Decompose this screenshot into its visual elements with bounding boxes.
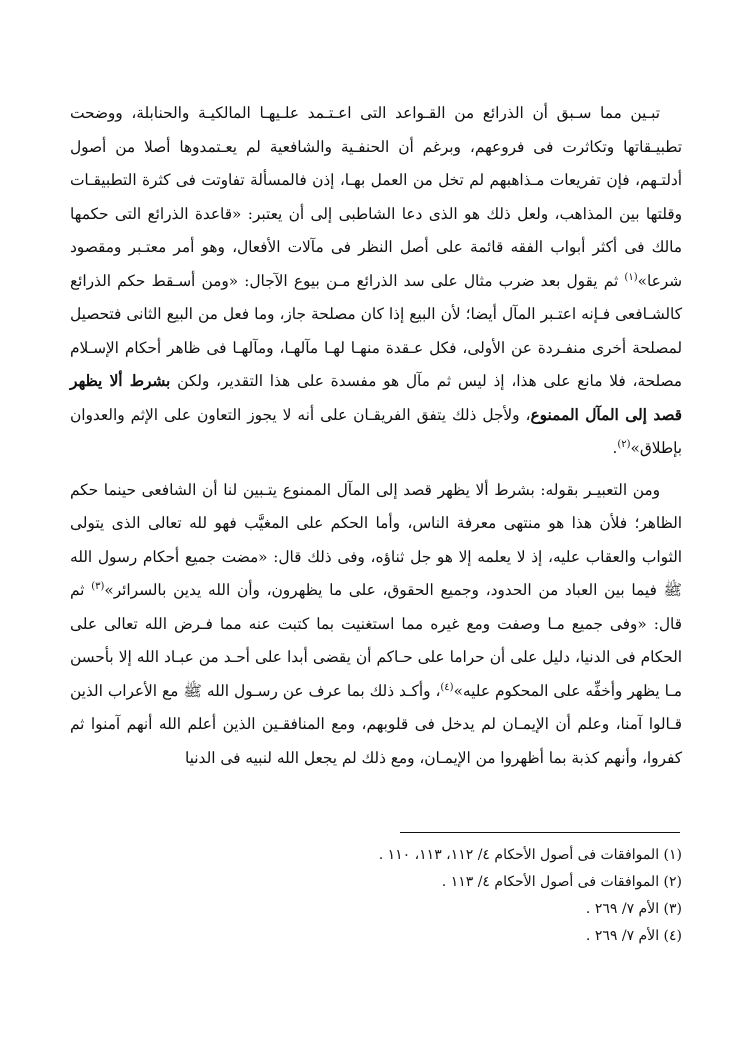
footnote-ref-3: (٣) bbox=[91, 580, 105, 592]
footnote-separator bbox=[400, 832, 680, 833]
paragraph-2-text-c: ، وأكـد ذلك بما عرف عن رسـول الله ﷺ مع الأعراب الذين قـالوا آمنا، وعلم أن الإيمـان لم يدخل فى قلوبهم، ومع المنافقـين الذين أعلم الله أنهم آمنوا ثم كفروا، وأنهم كذبة بما أظهروا من الإيمـان، ومع ذلك لم يجعل الله لنبيه فى الدنيا bbox=[70, 681, 682, 767]
footnote-1: (١) الموافقات فى أصول الأحكام ٤/ ١١٢، ١١٣، ١١٠ . bbox=[378, 847, 682, 863]
footnote-3: (٣) الأم ٧/ ٢٦٩ . bbox=[585, 901, 682, 917]
footnote-ref-2: (٢) bbox=[617, 438, 631, 450]
paragraph-1-text-b: ثم يقول بعد ضرب مثال على سد الذرائع مـن بيوع الآجال: «ومن أسـقط حكم الذرائع كالشـافعى فـإنه اعتـبر المآل أيضا؛ لأن البيع إذا كان مصلحة جاز، وما فعل من البيع الثانى فتحصيل لمصلحة أخرى منفـردة عن الأولى، فكل عـقدة منهـا لهـا مآلهـا، ومآلهـا فى ظاهر أحكام الإسـلام مصلحة، فلا مانع على هذا، إذ ليس ثم مآل هو مفسدة على هذا التقدير، ولكن bbox=[70, 271, 682, 390]
main-text bbox=[70, 97, 682, 775]
footnote-ref-1: (١) bbox=[624, 271, 638, 283]
paragraph-2 bbox=[70, 474, 682, 776]
paragraph-1-text-a: تبـين مما سـبق أن الذرائع من القـواعد التى اعـتـمد علـيهـا المالكيـة والحنابلة، ووضحت تطبيـقاتها وتكاثرت فى فروعهم، وبرغم أن الحنفـية والشافعية لم يعـتمدوها أصلا من أصول أدلتـهم، فإن تفريعات مـذاهبهم لم تخل من العمل بهـا، إذن فالمسألة تفاوتت فى كثرة التطبيقـات وقلتها بين المذاهب، ولعل ذلك هو الذى دعا الشاطبى إلى أن يعتبر: «قاعدة الذرائع التى حكمها مالك فى أكثر أبواب الفقه قائمة على أصل النظر فى مآلات الأفعال، وهو أمر معتـبر ومقصود شرعا» bbox=[70, 104, 682, 290]
footnote-ref-4: (٤) bbox=[440, 681, 454, 693]
footnotes bbox=[70, 842, 682, 950]
paragraph-1 bbox=[70, 97, 682, 466]
paragraph-1-text-c: ، ولأجل ذلك يتفق الفريقـان على أنه لا يجوز التعاون على الإثم والعدوان بإطلاق» bbox=[70, 405, 682, 457]
paragraph-2-text-a: ومن التعبيـر بقوله: بشرط ألا يظهر قصد إلى المآل الممنوع يتـبين لنا أن الشافعى حينما حكم الظاهر؛ فلأن هذا هو منتهى معرفة الناس، وأما الحكم على المغيَّب فهو لله تعالى الذى يتولى الثواب والعقاب عليه، إذ لا يعلمه إلا هو جل ثناؤه، وفى ذلك قال: «مضت جميع أحكام رسول الله ﷺ فيما بين العباد من الحدود، وجميع الحقوق، على ما يظهرون، وأن الله يدين بالسرائر» bbox=[70, 480, 682, 599]
footnote-2: (٢) الموافقات فى أصول الأحكام ٤/ ١١٣ . bbox=[441, 874, 682, 890]
paragraph-1-bold-phrase: بشرط ألا يظهر قصد إلى المآل الممنوع bbox=[70, 372, 682, 424]
paragraph-2-text-b: ثم قال: «وفى جميع مـا وصفت ومع غيره مما استغنيت بما كتبت عنه مما فـرض الله تعالى على الحكام فى الدنيا، دليل على أن حراما على حـاكم أن يقضى أبدا على أحـد من عبـاد الله إلا بأحسن مـا يظهر وأخفِّه على المحكوم عليه» bbox=[70, 581, 682, 700]
paragraph-1-end: . bbox=[612, 439, 618, 457]
footnote-4: (٤) الأم ٧/ ٢٦٩ . bbox=[585, 928, 682, 944]
